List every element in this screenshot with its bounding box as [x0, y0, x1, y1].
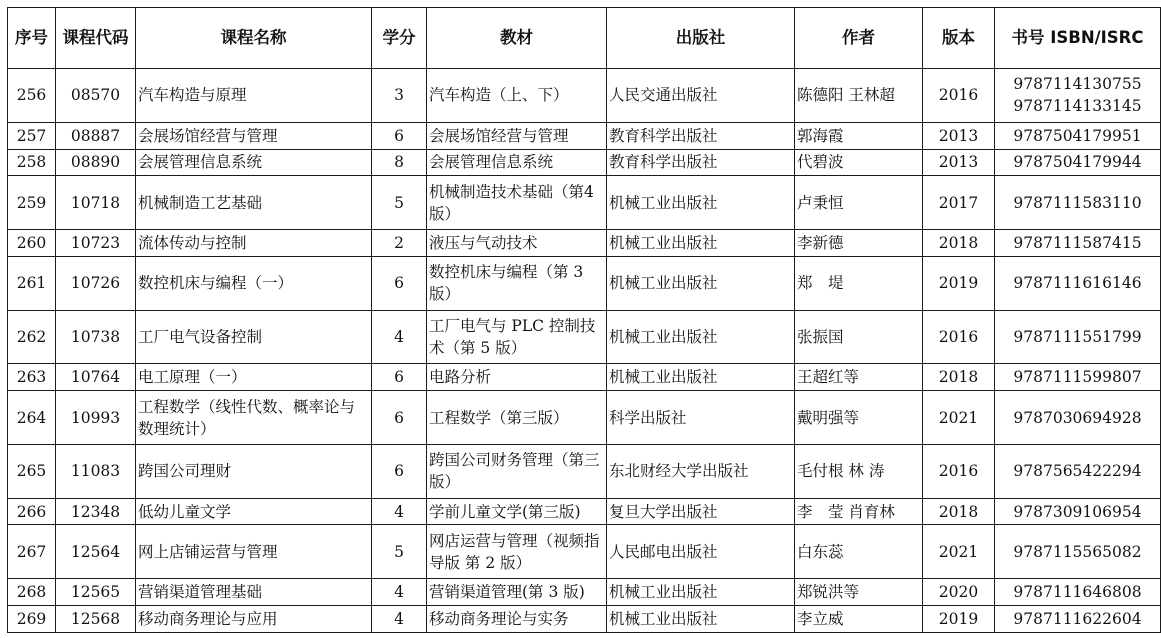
cell-isbn [995, 605, 1161, 632]
cell-textbook: 液压与气动技术 [427, 230, 607, 257]
cell-textbook: 数控机床与编程（第 3版） [427, 256, 607, 310]
cell-no: 269 [8, 605, 56, 632]
cell-code: 11083 [56, 444, 136, 498]
isbn-number: 9787565422294 [1013, 462, 1142, 481]
cell-code: 08570 [56, 69, 136, 123]
cell-isbn [995, 122, 1161, 149]
cell-credit: 5 [372, 525, 427, 579]
cell-author: 郭海霞 [795, 122, 923, 149]
header-credit: 学分 [372, 8, 427, 69]
cell-publisher: 复旦大学出版社 [607, 498, 795, 525]
table-row [8, 69, 1161, 123]
cell-credit: 8 [372, 149, 427, 176]
cell-isbn [995, 69, 1161, 123]
cell-author: 郑 堤 [795, 256, 923, 310]
cell-textbook: 机械制造技术基础（第4版） [427, 176, 607, 230]
header-code: 课程代码 [56, 8, 136, 69]
cell-isbn [995, 256, 1161, 310]
table-row [8, 176, 1161, 230]
cell-edition: 2016 [923, 444, 995, 498]
table-row [8, 256, 1161, 310]
cell-course: 网上店铺运营与管理 [136, 525, 372, 579]
table-row [8, 444, 1161, 498]
cell-edition: 2013 [923, 122, 995, 149]
cell-edition: 2019 [923, 256, 995, 310]
cell-author: 戴明强等 [795, 391, 923, 445]
cell-code: 10718 [56, 176, 136, 230]
cell-author: 毛付根 林 涛 [795, 444, 923, 498]
cell-publisher: 机械工业出版社 [607, 605, 795, 632]
cell-edition: 2020 [923, 579, 995, 606]
cell-course: 跨国公司理财 [136, 444, 372, 498]
cell-no: 268 [8, 579, 56, 606]
cell-credit: 6 [372, 444, 427, 498]
cell-no: 266 [8, 498, 56, 525]
cell-credit: 6 [372, 122, 427, 149]
table-row [8, 122, 1161, 149]
cell-edition: 2016 [923, 310, 995, 364]
cell-isbn [995, 176, 1161, 230]
cell-no: 264 [8, 391, 56, 445]
cell-credit: 4 [372, 605, 427, 632]
cell-no: 267 [8, 525, 56, 579]
table-row [8, 605, 1161, 632]
header-isbn: 书号 ISBN/ISRC [995, 8, 1161, 69]
cell-textbook: 营销渠道管理(第 3 版) [427, 579, 607, 606]
cell-course: 数控机床与编程（一） [136, 256, 372, 310]
cell-code: 08887 [56, 122, 136, 149]
cell-code: 10738 [56, 310, 136, 364]
cell-no: 265 [8, 444, 56, 498]
cell-edition: 2013 [923, 149, 995, 176]
cell-publisher: 教育科学出版社 [607, 149, 795, 176]
cell-textbook: 学前儿童文学(第三版) [427, 498, 607, 525]
table-row [8, 230, 1161, 257]
cell-course: 移动商务理论与应用 [136, 605, 372, 632]
cell-publisher: 人民交通出版社 [607, 69, 795, 123]
cell-no: 257 [8, 122, 56, 149]
cell-textbook: 汽车构造（上、下） [427, 69, 607, 123]
cell-credit: 3 [372, 69, 427, 123]
cell-credit: 6 [372, 256, 427, 310]
cell-no: 262 [8, 310, 56, 364]
cell-credit: 5 [372, 176, 427, 230]
header-publisher: 出版社 [607, 8, 795, 69]
isbn-number: 9787111622604 [1013, 609, 1142, 628]
isbn-number: 9787111646808 [1013, 583, 1142, 602]
cell-course: 工厂电气设备控制 [136, 310, 372, 364]
isbn-number: 9787111587415 [1013, 234, 1142, 253]
table-row [8, 579, 1161, 606]
cell-code: 10993 [56, 391, 136, 445]
cell-author: 李新德 [795, 230, 923, 257]
cell-publisher: 教育科学出版社 [607, 122, 795, 149]
cell-edition: 2018 [923, 364, 995, 391]
cell-textbook: 会展管理信息系统 [427, 149, 607, 176]
cell-author: 张振国 [795, 310, 923, 364]
header-textbook: 教材 [427, 8, 607, 69]
cell-publisher: 机械工业出版社 [607, 230, 795, 257]
table-row [8, 364, 1161, 391]
cell-course: 低幼儿童文学 [136, 498, 372, 525]
isbn-number: 9787111599807 [1013, 368, 1142, 387]
cell-no: 260 [8, 230, 56, 257]
cell-code: 08890 [56, 149, 136, 176]
cell-code: 12348 [56, 498, 136, 525]
table-row [8, 525, 1161, 579]
cell-textbook: 工厂电气与 PLC 控制技术（第 5 版） [427, 310, 607, 364]
isbn-number: 9787115565082 [1013, 542, 1142, 561]
cell-textbook: 网店运营与管理（视频指导版 第 2 版） [427, 525, 607, 579]
isbn-number: 9787111616146 [1013, 274, 1142, 293]
cell-edition: 2021 [923, 525, 995, 579]
table-row [8, 498, 1161, 525]
cell-course: 汽车构造与原理 [136, 69, 372, 123]
cell-author: 陈德阳 王林超 [795, 69, 923, 123]
isbn-number: 9787504179951 [1013, 126, 1142, 145]
cell-isbn [995, 230, 1161, 257]
cell-credit: 4 [372, 579, 427, 606]
cell-credit: 4 [372, 498, 427, 525]
cell-publisher: 机械工业出版社 [607, 364, 795, 391]
cell-publisher: 机械工业出版社 [607, 579, 795, 606]
cell-author: 卢秉恒 [795, 176, 923, 230]
cell-course: 工程数学（线性代数、概率论与数理统计） [136, 391, 372, 445]
cell-author: 李 莹 肖育林 [795, 498, 923, 525]
cell-edition: 2018 [923, 498, 995, 525]
header-no: 序号 [8, 8, 56, 69]
cell-author: 郑锐洪等 [795, 579, 923, 606]
cell-course: 流体传动与控制 [136, 230, 372, 257]
cell-no: 263 [8, 364, 56, 391]
cell-credit: 6 [372, 364, 427, 391]
cell-code: 12564 [56, 525, 136, 579]
cell-isbn [995, 149, 1161, 176]
cell-course: 营销渠道管理基础 [136, 579, 372, 606]
cell-code: 12568 [56, 605, 136, 632]
cell-course: 电工原理（一） [136, 364, 372, 391]
cell-no: 258 [8, 149, 56, 176]
header-author: 作者 [795, 8, 923, 69]
cell-publisher: 机械工业出版社 [607, 256, 795, 310]
cell-no: 259 [8, 176, 56, 230]
cell-edition: 2018 [923, 230, 995, 257]
cell-textbook: 移动商务理论与实务 [427, 605, 607, 632]
cell-isbn [995, 391, 1161, 445]
cell-isbn [995, 364, 1161, 391]
cell-edition: 2019 [923, 605, 995, 632]
cell-author: 王超红等 [795, 364, 923, 391]
cell-isbn [995, 444, 1161, 498]
table-row [8, 310, 1161, 364]
cell-code: 10764 [56, 364, 136, 391]
cell-edition: 2016 [923, 69, 995, 123]
cell-course: 会展管理信息系统 [136, 149, 372, 176]
isbn-number: 9787114130755 [1013, 75, 1142, 94]
cell-course: 机械制造工艺基础 [136, 176, 372, 230]
isbn-number: 9787030694928 [1013, 408, 1142, 427]
cell-no: 256 [8, 69, 56, 123]
isbn-number: 9787111583110 [1013, 193, 1142, 212]
cell-edition: 2021 [923, 391, 995, 445]
table-row [8, 149, 1161, 176]
isbn-number: 9787309106954 [1013, 502, 1142, 521]
cell-course: 会展场馆经营与管理 [136, 122, 372, 149]
isbn-number: 9787114133145 [1013, 97, 1142, 116]
cell-credit: 6 [372, 391, 427, 445]
cell-publisher: 东北财经大学出版社 [607, 444, 795, 498]
table-row [8, 391, 1161, 445]
cell-textbook: 电路分析 [427, 364, 607, 391]
cell-textbook: 跨国公司财务管理（第三版） [427, 444, 607, 498]
cell-author: 白东蕊 [795, 525, 923, 579]
cell-credit: 2 [372, 230, 427, 257]
cell-code: 12565 [56, 579, 136, 606]
cell-isbn [995, 498, 1161, 525]
cell-code: 10723 [56, 230, 136, 257]
cell-publisher: 科学出版社 [607, 391, 795, 445]
cell-publisher: 机械工业出版社 [607, 310, 795, 364]
cell-credit: 4 [372, 310, 427, 364]
isbn-number: 9787111551799 [1013, 327, 1142, 346]
cell-isbn [995, 310, 1161, 364]
cell-code: 10726 [56, 256, 136, 310]
cell-no: 261 [8, 256, 56, 310]
isbn-number: 9787504179944 [1013, 153, 1142, 172]
cell-isbn [995, 579, 1161, 606]
header-course: 课程名称 [136, 8, 372, 69]
cell-publisher: 人民邮电出版社 [607, 525, 795, 579]
cell-author: 代碧波 [795, 149, 923, 176]
header-edition: 版本 [923, 8, 995, 69]
cell-author: 李立威 [795, 605, 923, 632]
cell-textbook: 工程数学（第三版） [427, 391, 607, 445]
cell-isbn [995, 525, 1161, 579]
cell-edition: 2017 [923, 176, 995, 230]
textbook-table [7, 7, 1161, 633]
cell-textbook: 会展场馆经营与管理 [427, 122, 607, 149]
cell-publisher: 机械工业出版社 [607, 176, 795, 230]
header-row [8, 8, 1161, 69]
